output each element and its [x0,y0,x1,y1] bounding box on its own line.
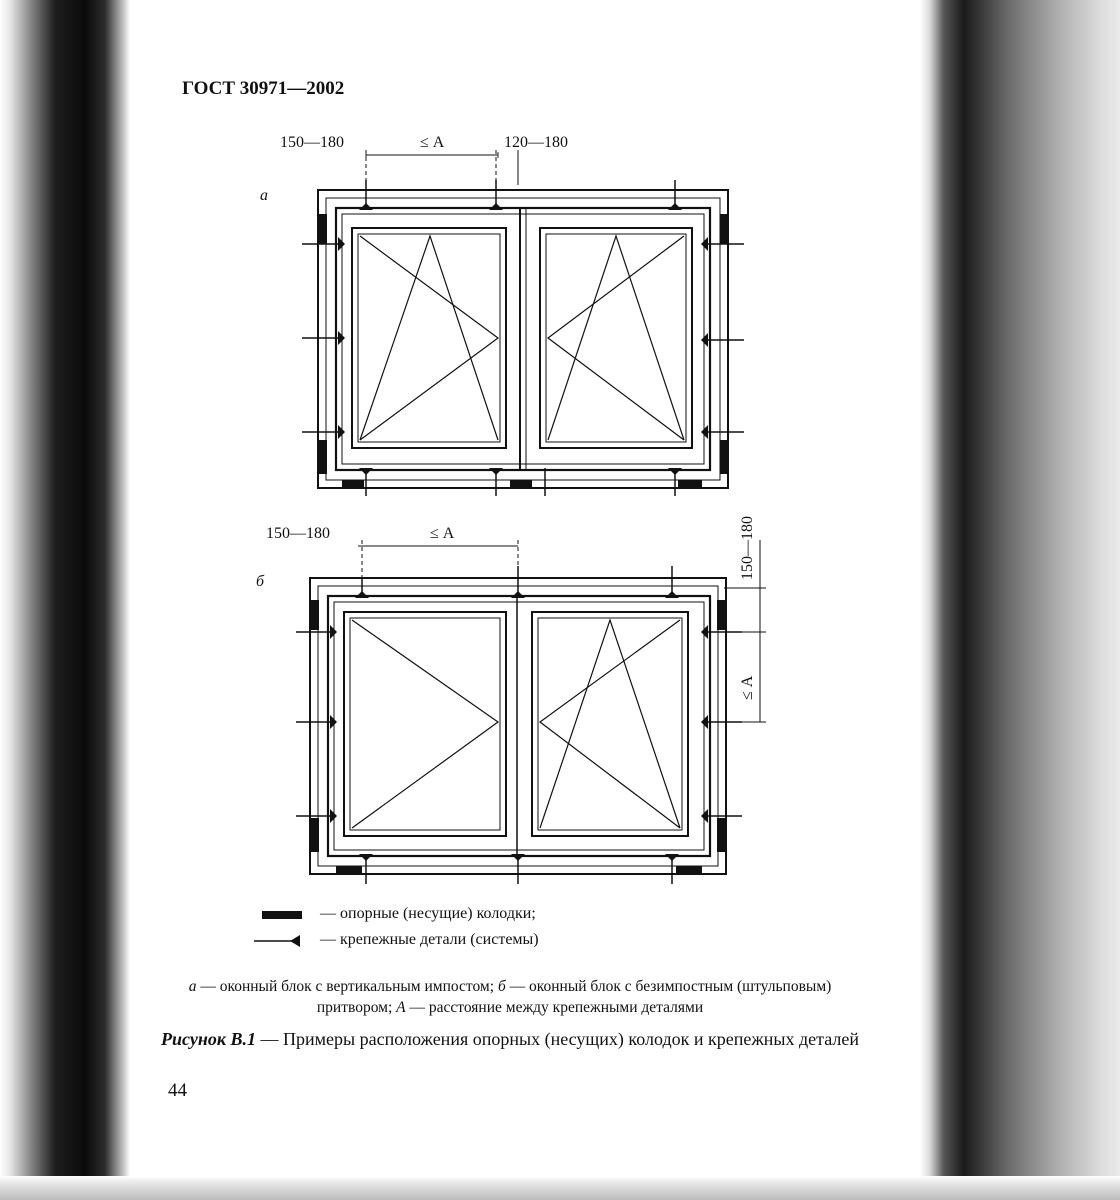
figure-caption-label: Рисунок В.1 [161,1029,256,1049]
dim-b-vertical-bottom: ≤ А [739,675,756,700]
note-A-text: — расстояние между крепежными деталями [405,999,704,1016]
note-a-text: — оконный блок с вертикальным импостом; [196,978,498,995]
legend-symbols [254,911,302,947]
legend-blocks: — опорные (несущие) колодки; [320,905,536,922]
figure-b [256,516,766,884]
dim-a-left: 150—180 [280,134,344,151]
legend-fastener-symbol [290,935,300,947]
note-b-label: б [497,978,506,995]
figure-caption-text: — Примеры расположения опорных (несущих) колодок и крепежных деталей [255,1029,859,1049]
legend-fasteners: — крепежные детали (системы) [320,931,539,948]
figure-a [260,134,744,496]
document-page [130,0,920,1178]
panel-label-a: а [260,187,268,204]
figure-caption [160,1028,860,1051]
figure-notes [160,976,860,1018]
standard-header: ГОСТ 30971—2002 [182,78,345,99]
dim-b-vertical-top: 150—180 [739,516,756,580]
dim-a-middle: ≤ А [420,134,445,151]
scan-shadow-right [920,0,1120,1200]
scan-shadow-bottom [0,1176,1120,1200]
note-b-text: — оконный блок с безимпостным (штульповым) притвором; [316,978,832,1016]
note-a-label: а [188,978,197,995]
dim-b-middle: ≤ А [430,525,455,542]
window-diagrams [130,0,920,960]
scan-shadow-left [0,0,130,1200]
note-A-label: А [396,999,406,1016]
panel-label-b: б [256,573,265,590]
dim-a-right: 120—180 [504,134,568,151]
page-number: 44 [168,1080,187,1101]
dim-b-left: 150—180 [266,525,330,542]
legend-block-symbol [262,911,302,919]
